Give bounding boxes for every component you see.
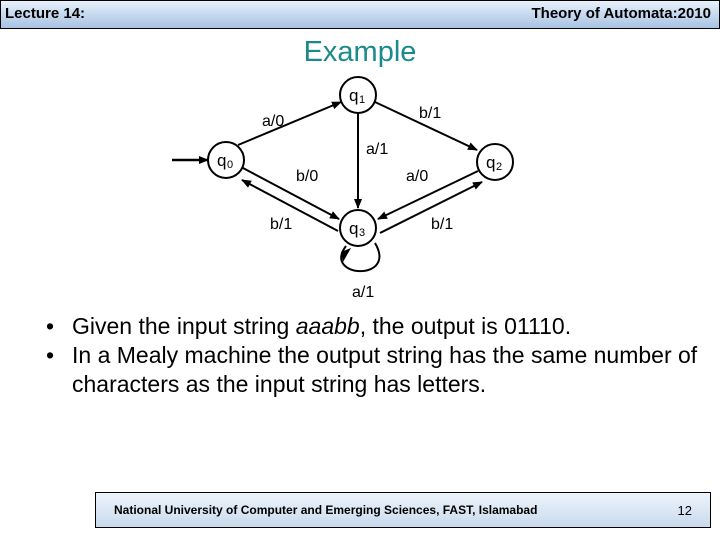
bullet-list — [46, 312, 706, 399]
bullet-2-text: In a Mealy machine the output string has the same number of characters as the input string has letters. — [72, 342, 698, 397]
state-q0-label: q — [217, 151, 227, 170]
edge-q0-q3 — [243, 168, 339, 219]
edge-q0-q1 — [238, 102, 341, 145]
lecture-label: Lecture 14: — [5, 5, 86, 22]
slide-footer — [95, 492, 711, 528]
state-q3-label: q — [349, 219, 359, 238]
state-q1-subscript: 1 — [359, 94, 366, 106]
bullet-1-prefix: Given the input string — [72, 313, 296, 339]
slide-title: Example — [303, 36, 417, 68]
state-q1 — [340, 77, 376, 113]
state-q2-subscript: 2 — [496, 161, 503, 173]
label-q3-loop: a/1 — [352, 284, 375, 301]
bullet-marker: • — [46, 342, 55, 368]
label-q0-q1: a/0 — [262, 113, 285, 130]
state-q3 — [340, 210, 376, 246]
state-q2 — [477, 144, 513, 180]
institution-label: National University of Computer and Emerging Sciences, FAST, Islamabad — [114, 503, 538, 517]
state-q0 — [208, 142, 244, 178]
course-label: Theory of Automata:2010 — [531, 5, 711, 22]
bullet-item-2 — [46, 341, 706, 399]
bullet-marker: • — [46, 313, 55, 339]
bullet-1-suffix: , the output is 01110. — [359, 313, 572, 339]
state-q3-subscript: 3 — [359, 227, 366, 239]
input-string: aaabb — [295, 313, 360, 339]
state-q1-label: q — [349, 86, 359, 105]
state-q2-label: q — [486, 153, 496, 172]
label-q3-q2: b/1 — [431, 216, 454, 233]
label-q1-q2: b/1 — [419, 105, 442, 122]
page-number: 12 — [677, 503, 692, 518]
label-q2-q3: a/0 — [406, 168, 429, 185]
label-q3-q0: b/1 — [270, 216, 293, 233]
edge-q3-loop — [341, 243, 379, 271]
state-q0-subscript: 0 — [227, 159, 234, 171]
bullet-item-1 — [46, 312, 706, 341]
label-q0-q3: b/0 — [296, 168, 319, 185]
label-q1-q3: a/1 — [366, 141, 389, 158]
